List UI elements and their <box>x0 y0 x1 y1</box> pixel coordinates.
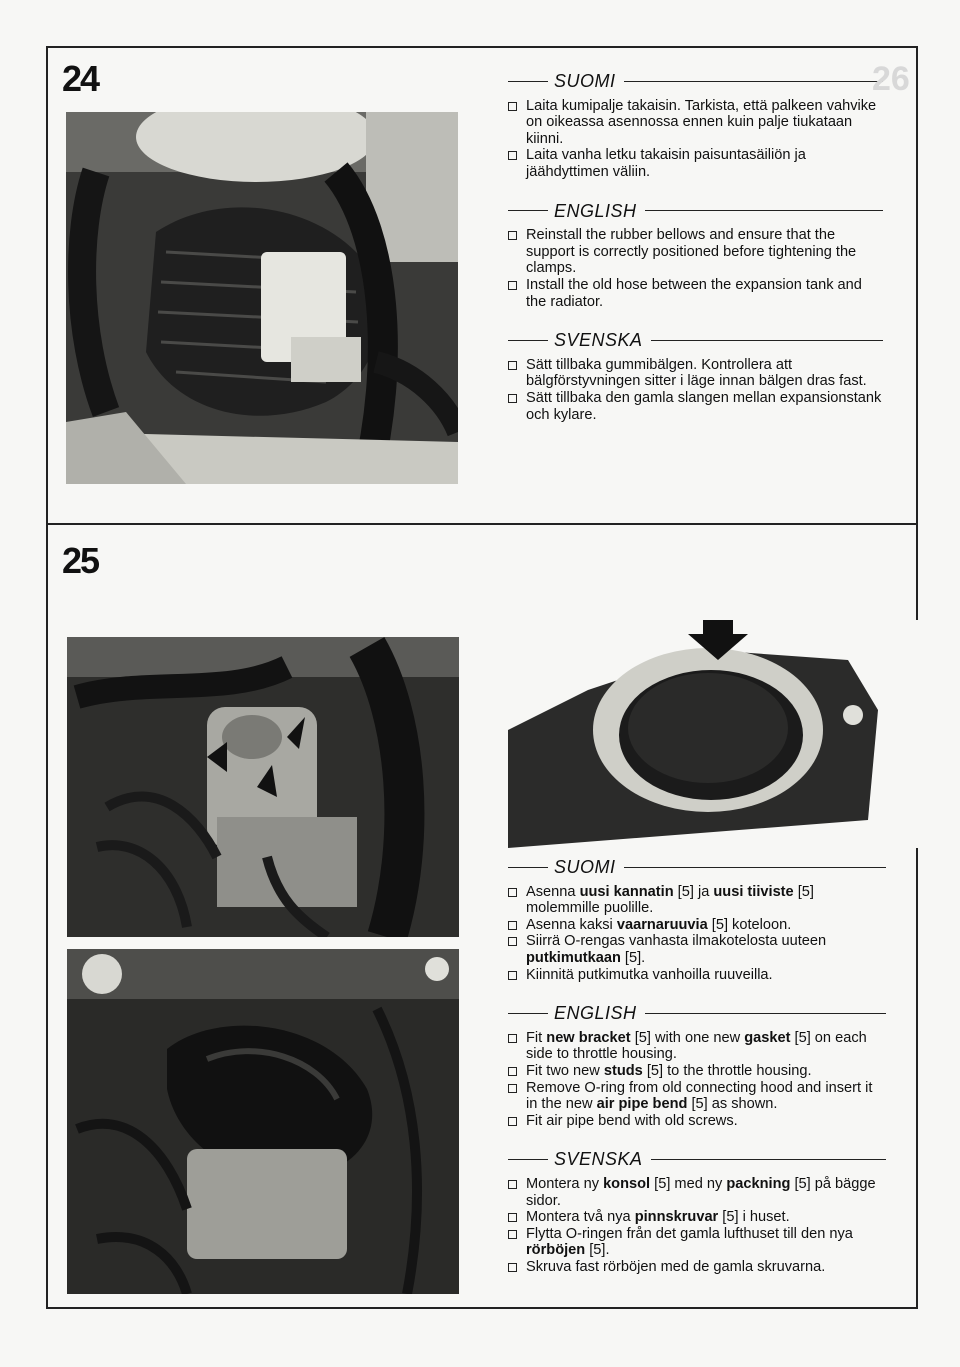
checkbox-square-icon <box>508 888 517 897</box>
checkbox-square-icon <box>508 1084 517 1093</box>
instruction-text: Fit air pipe bend with old screws. <box>526 1112 738 1129</box>
step-24-text <box>508 73 883 445</box>
bellows-photo-illustration <box>66 112 458 484</box>
heading-rule-right <box>651 340 883 341</box>
heading-rule-left <box>508 867 548 868</box>
lang-heading <box>508 200 883 221</box>
checkbox-square-icon <box>508 1067 517 1076</box>
instruction-item <box>508 1063 886 1080</box>
heading-rule-left <box>508 81 548 82</box>
checkbox-square-icon <box>508 394 517 403</box>
heading-rule-right <box>651 1159 886 1160</box>
instruction-text: Skruva fast rörböjen med de gamla skruvarna. <box>526 1258 826 1275</box>
lang-section-suomi <box>508 859 886 983</box>
instruction-text: [5] ja <box>673 883 714 900</box>
heading-rule-left <box>508 1013 548 1014</box>
part-name-bold: rörböjen <box>526 1242 586 1259</box>
instruction-text: [5] molemmille puolille. <box>526 883 814 917</box>
part-name-bold: putkimutkaan <box>526 949 621 966</box>
instruction-text: [5] as shown. <box>687 1096 778 1113</box>
step-25-text <box>508 859 886 1297</box>
lang-section-english <box>508 1005 886 1129</box>
photo-step-25-installed-bend <box>67 949 459 1294</box>
part-name-bold: vaarnaruuvia <box>616 916 708 933</box>
instruction-item <box>508 147 883 180</box>
checkbox-square-icon <box>508 1213 517 1222</box>
instruction-text: [5]. <box>585 1242 610 1259</box>
instruction-item <box>508 884 886 917</box>
checkbox-square-icon <box>508 281 517 290</box>
instruction-text: Montera ny <box>526 1175 604 1192</box>
checkbox-square-icon <box>508 151 517 160</box>
part-name-bold: uusi kannatin <box>579 883 674 900</box>
photo-step-25-air-pipe-bend <box>508 620 918 848</box>
instruction-item <box>508 98 883 148</box>
instruction-item <box>508 390 883 423</box>
instruction-text: [5] i huset. <box>718 1209 790 1226</box>
instruction-text: Fit two new <box>526 1062 604 1079</box>
instruction-text: Laita kumipalje takaisin. Tarkista, että palkeen vahvike on oikeassa asennossa ennen kuin palje tiukataan kiinni. <box>526 97 877 147</box>
part-name-bold: konsol <box>603 1175 651 1192</box>
instruction-text: [5] på bägge sidor. <box>526 1175 876 1209</box>
installed-bend-photo-illustration <box>67 949 459 1294</box>
step-number-25: 25 <box>62 540 99 581</box>
language-name: SVENSKA <box>554 1149 643 1170</box>
checkbox-square-icon <box>508 1180 517 1189</box>
instruction-text: Sätt tillbaka den gamla slangen mellan expansionstank och kylare. <box>526 389 882 423</box>
checkbox-square-icon <box>508 1034 517 1043</box>
part-name-bold: packning <box>726 1175 791 1192</box>
part-name-bold: studs <box>603 1062 643 1079</box>
part-name-bold: uusi tiiviste <box>713 883 794 900</box>
language-name: SUOMI <box>554 857 616 877</box>
instruction-item <box>508 277 883 310</box>
part-name-bold: new bracket <box>546 1029 631 1046</box>
instruction-text: Sätt tillbaka gummibälgen. Kontrollera att bälgförstyvningen sitter i läge innan bälgen dras fast. <box>526 356 867 390</box>
lang-heading <box>508 1005 886 1022</box>
instruction-text: [5] with one new <box>630 1029 745 1046</box>
instruction-text: Montera två nya <box>526 1209 635 1226</box>
instruction-text: Fit <box>526 1029 547 1046</box>
heading-rule-right <box>624 81 883 82</box>
instruction-text: [5] koteloon. <box>707 916 792 933</box>
instruction-item <box>508 1259 886 1276</box>
instruction-item <box>508 1030 886 1063</box>
instruction-text: [5]. <box>620 949 646 966</box>
instruction-text: Asenna <box>526 883 580 900</box>
checkbox-square-icon <box>508 937 517 946</box>
photo-step-25-throttle-housing <box>67 637 459 937</box>
lang-heading <box>508 332 883 349</box>
lang-heading <box>508 73 883 90</box>
checkbox-square-icon <box>508 1230 517 1239</box>
lang-heading <box>508 1151 886 1168</box>
step-divider <box>46 523 918 525</box>
checkbox-square-icon <box>508 361 517 370</box>
checkbox-square-icon <box>508 231 517 240</box>
heading-rule-right <box>645 210 883 211</box>
step-number-24: 24 <box>62 58 99 99</box>
instruction-text: Flytta O-ringen från det gamla lufthuset till den nya <box>526 1225 853 1242</box>
checkbox-square-icon <box>508 1263 517 1272</box>
instruction-item <box>508 917 886 934</box>
pipe-bend-photo-illustration <box>508 620 918 848</box>
heading-rule-right <box>624 867 886 868</box>
instruction-item <box>508 1226 886 1259</box>
part-name-bold: gasket <box>744 1029 791 1046</box>
checkbox-square-icon <box>508 1117 517 1126</box>
lang-section-svenska <box>508 1151 886 1275</box>
lang-section-english <box>508 200 883 311</box>
language-name: ENGLISH <box>554 1003 637 1024</box>
instruction-text: Siirrä O-rengas vanhasta ilmakotelosta uuteen <box>526 933 827 950</box>
language-name: SVENSKA <box>554 330 643 351</box>
instruction-text: Remove O-ring from old connecting hood and insert it in the new <box>526 1079 873 1113</box>
checkbox-square-icon <box>508 971 517 980</box>
instruction-item <box>508 967 886 984</box>
instruction-item <box>508 1176 886 1209</box>
instruction-text: [5] on each side to throttle housing. <box>526 1029 867 1063</box>
instruction-text: Asenna kaksi <box>526 916 617 933</box>
lang-heading <box>508 859 886 876</box>
part-name-bold: air pipe bend <box>596 1096 688 1113</box>
instruction-item <box>508 1209 886 1226</box>
instruction-text: Reinstall the rubber bellows and ensure that the support is correctly positioned before tightening the clamps. <box>526 227 857 277</box>
checkbox-square-icon <box>508 921 517 930</box>
heading-rule-left <box>508 210 548 211</box>
instruction-item <box>508 1113 886 1130</box>
instruction-text: [5] med ny <box>650 1175 727 1192</box>
instruction-text: Laita vanha letku takaisin paisuntasäiliön ja jäähdyttimen väliin. <box>526 147 806 180</box>
part-name-bold: pinnskruvar <box>634 1209 719 1226</box>
bleed-through-number: 26 <box>872 60 910 98</box>
heading-rule-left <box>508 340 548 341</box>
instruction-item <box>508 1080 886 1113</box>
throttle-photo-illustration <box>67 637 459 937</box>
instruction-item <box>508 227 883 277</box>
language-name: ENGLISH <box>554 200 637 221</box>
heading-rule-left <box>508 1159 548 1160</box>
instruction-text: Kiinnitä putkimutka vanhoilla ruuveilla. <box>526 966 773 983</box>
instruction-text: Install the old hose between the expansion tank and the radiator. <box>526 276 862 310</box>
instruction-item <box>508 933 886 966</box>
heading-rule-right <box>645 1013 886 1014</box>
lang-section-suomi <box>508 73 883 181</box>
instruction-text: [5] to the throttle housing. <box>642 1062 812 1079</box>
photo-step-24-bellows <box>66 112 458 484</box>
lang-section-svenska <box>508 332 883 423</box>
instruction-item <box>508 357 883 390</box>
language-name: SUOMI <box>554 71 616 91</box>
checkbox-square-icon <box>508 102 517 111</box>
